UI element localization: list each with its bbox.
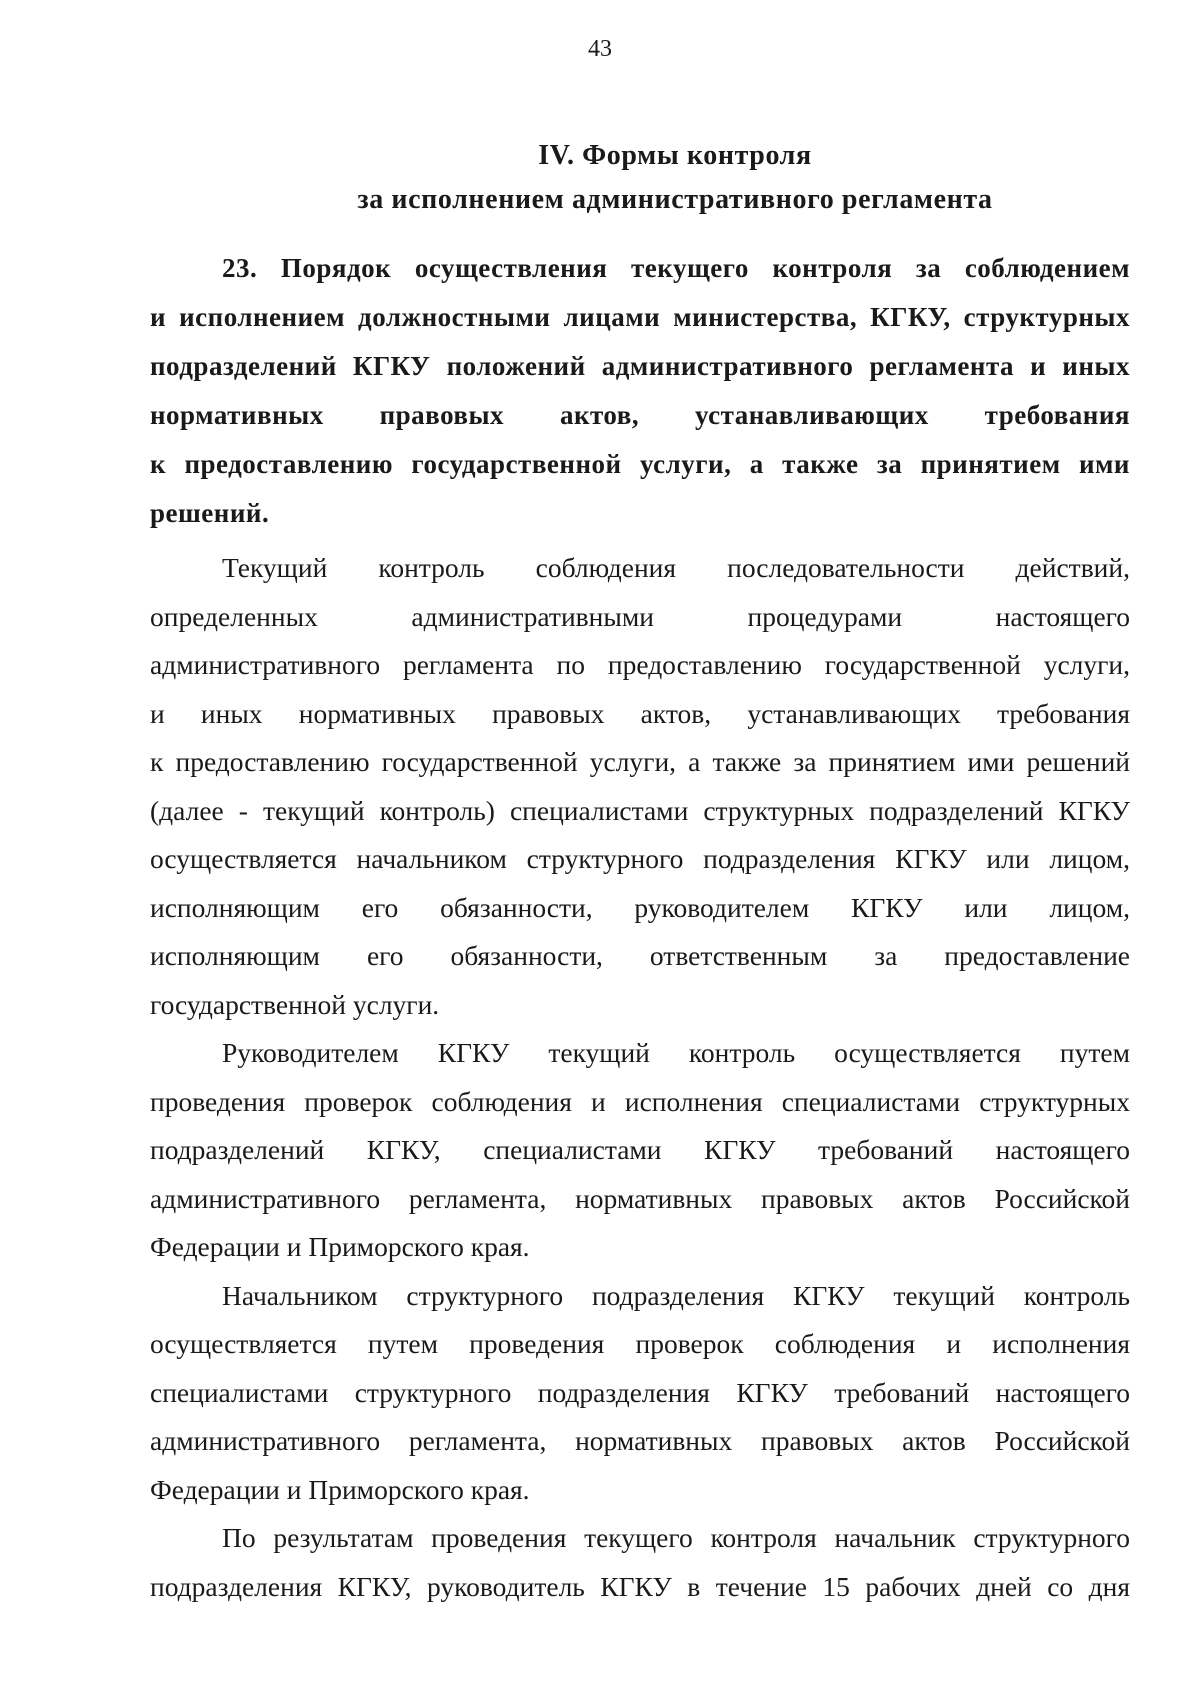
paragraph-4 [150,1514,1130,1611]
paragraph-line: административного регламента по предоставлению государственной услуги, [150,649,1130,680]
body-text [150,544,1130,1611]
paragraph-line: Руководителем КГКУ текущий контроль осуществляется путем [222,1037,1130,1068]
paragraph-line: исполняющим его обязанности, руководителем КГКУ или лицом, [150,891,1130,923]
section-title [150,134,1200,222]
paragraph-line: специалистами структурного подразделения КГКУ требований настоящего [150,1376,1130,1408]
section-title-line-2: за исполнением административного регламента [357,184,993,215]
subsection-line: 23. Порядок осуществления текущего контроля за соблюдением [222,253,1130,283]
paragraph-line: осуществляется путем проведения проверок соблюдения и исполнения [150,1328,1130,1359]
paragraph-line: исполняющим его обязанности, ответственным за предоставление [150,940,1130,971]
paragraph-line: подразделения КГКУ, руководитель КГКУ в течение 15 рабочих дней со дня [150,1570,1130,1602]
paragraph-line: Начальником структурного подразделения КГКУ текущий контроль [222,1279,1130,1311]
paragraph-line: подразделений КГКУ, специалистами КГКУ требований настоящего [150,1134,1130,1165]
subsection-heading [150,244,1130,538]
paragraph-3 [150,1272,1130,1515]
section-title-line-1: IV. Формы контроля [538,140,812,171]
paragraph-line: административного регламента, нормативных правовых актов Российской [150,1182,1130,1214]
paragraph-line: Федерации и Приморского края. [150,1473,530,1505]
subsection-line: подразделений КГКУ положений административного регламента и иных [150,351,1130,381]
subsection-line: решений. [150,498,270,528]
paragraph-line: государственной услуги. [150,988,440,1020]
subsection-line: нормативных правовых актов, устанавливающих требования [150,400,1130,430]
paragraph-line: Федерации и Приморского края. [150,1231,530,1262]
paragraph-1 [150,544,1130,1029]
paragraph-line: проведения проверок соблюдения и исполнения специалистами структурных [150,1085,1130,1117]
paragraph-line: (далее - текущий контроль) специалистами структурных подразделений КГКУ [150,794,1130,826]
paragraph-line: Текущий контроль соблюдения последовательности действий, [222,552,1130,583]
paragraph-line: административного регламента, нормативных правовых актов Российской [150,1425,1130,1456]
page-number: 43 [588,36,612,62]
paragraph-line: осуществляется начальником структурного подразделения КГКУ или лицом, [150,843,1130,874]
paragraph-line: определенных административными процедурами настоящего [150,600,1130,632]
paragraph-line: По результатам проведения текущего контроля начальник структурного [222,1522,1130,1553]
paragraph-line: и иных нормативных правовых актов, устанавливающих требования [150,697,1130,729]
paragraph-2 [150,1029,1130,1272]
paragraph-line: к предоставлению государственной услуги, а также за принятием ими решений [150,746,1130,777]
subsection-line: к предоставлению государственной услуги, а также за принятием ими [150,449,1130,479]
subsection-line: и исполнением должностными лицами министерства, КГКУ, структурных [150,302,1130,332]
